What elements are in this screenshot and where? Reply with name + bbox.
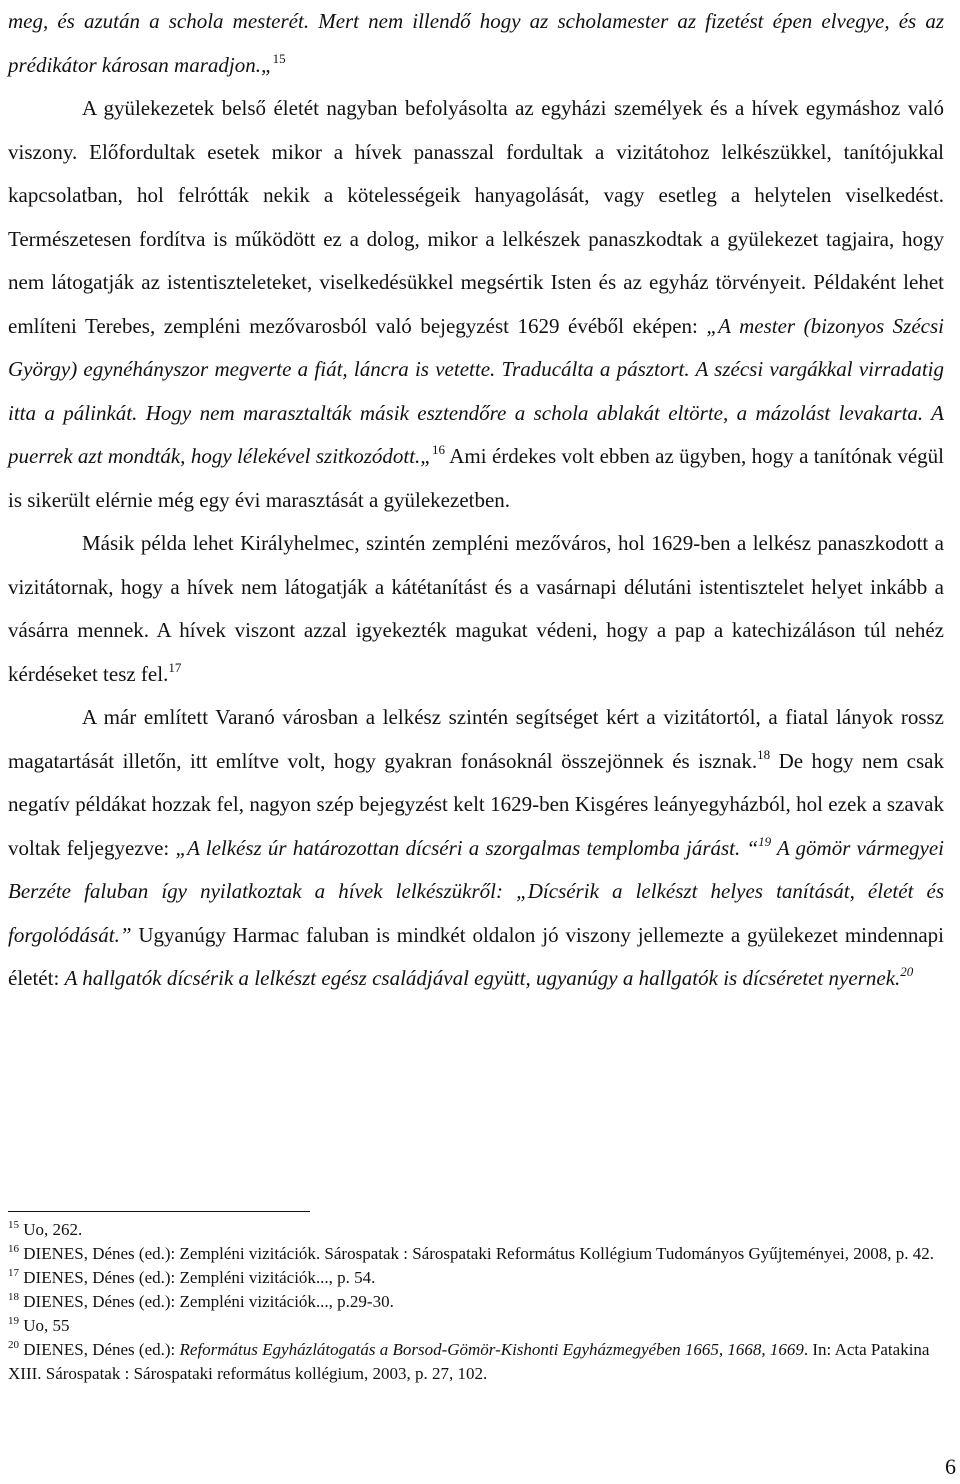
text-run: Uo, 262. bbox=[19, 1220, 83, 1239]
paragraph-1 bbox=[8, 0, 944, 87]
body-text bbox=[8, 0, 944, 1001]
footnote-ref: 18 bbox=[757, 746, 771, 762]
footnote-separator bbox=[8, 1211, 310, 1212]
text-run: Ugyanúgy Harmac faluban is mindkét oldalon jó viszony jellemezte a gyülekezet mindennapi életét: bbox=[8, 922, 944, 990]
footnote-number: 15 bbox=[8, 1219, 19, 1231]
paragraph-4 bbox=[8, 696, 944, 1001]
footnote-18 bbox=[8, 1290, 944, 1314]
text-run: DIENES, Dénes (ed.): Zempléni vizitációk. Sárospatak : Sárospataki Református Kollégium Tudományos Gyűjteményei, 2008, p. 42. bbox=[19, 1244, 935, 1263]
text-run: DIENES, Dénes (ed.): Zempléni vizitációk..., p.29-30. bbox=[19, 1292, 394, 1311]
footnote-ref: 17 bbox=[168, 659, 182, 675]
italic-text: „A lelkész úr határozottan dícséri a szorgalmas templomba járást. “ bbox=[175, 835, 759, 860]
paragraph-3 bbox=[8, 522, 944, 696]
footnote-ref: 16 bbox=[432, 442, 445, 457]
footnote-19 bbox=[8, 1314, 944, 1338]
italic-text: Református Egyházlátogatás a Borsod-Gömör-Kishonti Egyházmegyében 1665, 1668, 1669 bbox=[179, 1340, 804, 1359]
footnote-17 bbox=[8, 1266, 944, 1290]
footnote-15 bbox=[8, 1218, 944, 1242]
footnote-ref: 19 bbox=[758, 833, 772, 849]
text-run: Másik példa lehet Királyhelmec, szintén zempléni mezőváros, hol 1629-ben a lelkész panaszkodott a vizitátornak, hogy a hívek nem látogatják a kátétanítást és a vasárnapi délutáni istentisztelet helyet inkább a vásárra mennek. A hívek viszont azzal igyekezték magukat védeni, hogy a pap a katechizáláson túl nehéz kérdéseket tesz fel. bbox=[8, 531, 944, 686]
text-run: A gyülekezetek belső életét nagyban befolyásolta az egyházi személyek és a hívek egymáshoz való viszony. Előfordultak esetek mikor a hívek panasszal fordultak a vizitátohoz lelkészükkel, tanítójukkal kapcsolatban, hol felrótták nekik a kötelességeik hanyagolását, vagy esetleg a helytelen viselkedést. Természetesen fordítva is működött ez a dolog, mikor a lelkészek panaszkodtak a gyülekezet tagjaira, hogy nem látogatják az istentiszteleteket, viselkedésükkel megsértik Isten és az egyház törvényeit. Példaként lehet említeni Terebes, zempléni mezővarosból való bejegyzést 1629 évéből eképen: bbox=[8, 96, 944, 338]
footnote-number: 17 bbox=[8, 1267, 19, 1279]
footnote-number: 18 bbox=[8, 1291, 19, 1303]
text-run: A már említett Varanó városban a lelkész szintén segítséget kért a vizitátortól, a fiatal lányok rossz magatartását illetőn, itt említve volt, hogy gyakran fonásoknál összejönnek és isznak. bbox=[8, 705, 944, 773]
footnote-16 bbox=[8, 1242, 944, 1266]
text-run: DIENES, Dénes (ed.): bbox=[19, 1340, 180, 1359]
footnote-number: 20 bbox=[8, 1339, 19, 1351]
footnote-ref: 15 bbox=[272, 50, 286, 66]
footnote-number: 19 bbox=[8, 1315, 19, 1327]
text-run: Ami érdekes volt ebben az ügyben, hogy a tanítónak végül is sikerült elérnie még egy évi marasztását a gyülekezetben. bbox=[8, 444, 944, 512]
document-page bbox=[8, 0, 944, 1383]
italic-text: „A mester (bizonyos Szécsi György) egynéhányszor megverte a fiát, láncra is vetette. Traducálta a pásztort. A szécsi vargákkal virradatig itta a pálinkát. Hogy nem marasztalták másik esztendőre a schola ablakát eltörte, a mázolást levakarta. A puerrek azt mondták, hogy lélekével szitkozódott.„ bbox=[8, 313, 944, 468]
italic-text: A gömör vármegyei Berzéte faluban így nyilatkoztak a hívek lelkészükről: „Dícsérik a lelkészt helyes tanítását, életét és forgolódását.” bbox=[8, 835, 944, 947]
footnote-ref: 20 bbox=[900, 964, 914, 979]
footnote-20 bbox=[8, 1338, 944, 1386]
italic-text: meg, és azután a schola mesterét. Mert nem illendő hogy az scholamester az fizetést épen elvegye, és az prédikátor károsan maradjon.„ bbox=[8, 9, 944, 77]
text-run: DIENES, Dénes (ed.): Zempléni vizitációk..., p. 54. bbox=[19, 1268, 376, 1287]
page-number: 6 bbox=[945, 1454, 956, 1479]
footnotes bbox=[8, 1218, 944, 1386]
footnote-number: 16 bbox=[8, 1243, 19, 1255]
text-run: De hogy nem csak negatív példákat hozzak fel, nagyon szép bejegyzést kelt 1629-ben Kisgéres leányegyházból, hol ezek a szavak voltak feljegyezve: bbox=[8, 748, 944, 860]
text-run: Uo, 55 bbox=[19, 1316, 70, 1335]
text-run: . In: Acta Patakina XIII. Sárospatak : Sárospataki református kollégium, 2003, p. 27, 102. bbox=[8, 1340, 930, 1383]
paragraph-2 bbox=[8, 87, 944, 522]
italic-text: A hallgatók dícsérik a lelkészt egész családjával együtt, ugyanúgy a hallgatók is dícséretet nyernek. bbox=[64, 966, 901, 990]
